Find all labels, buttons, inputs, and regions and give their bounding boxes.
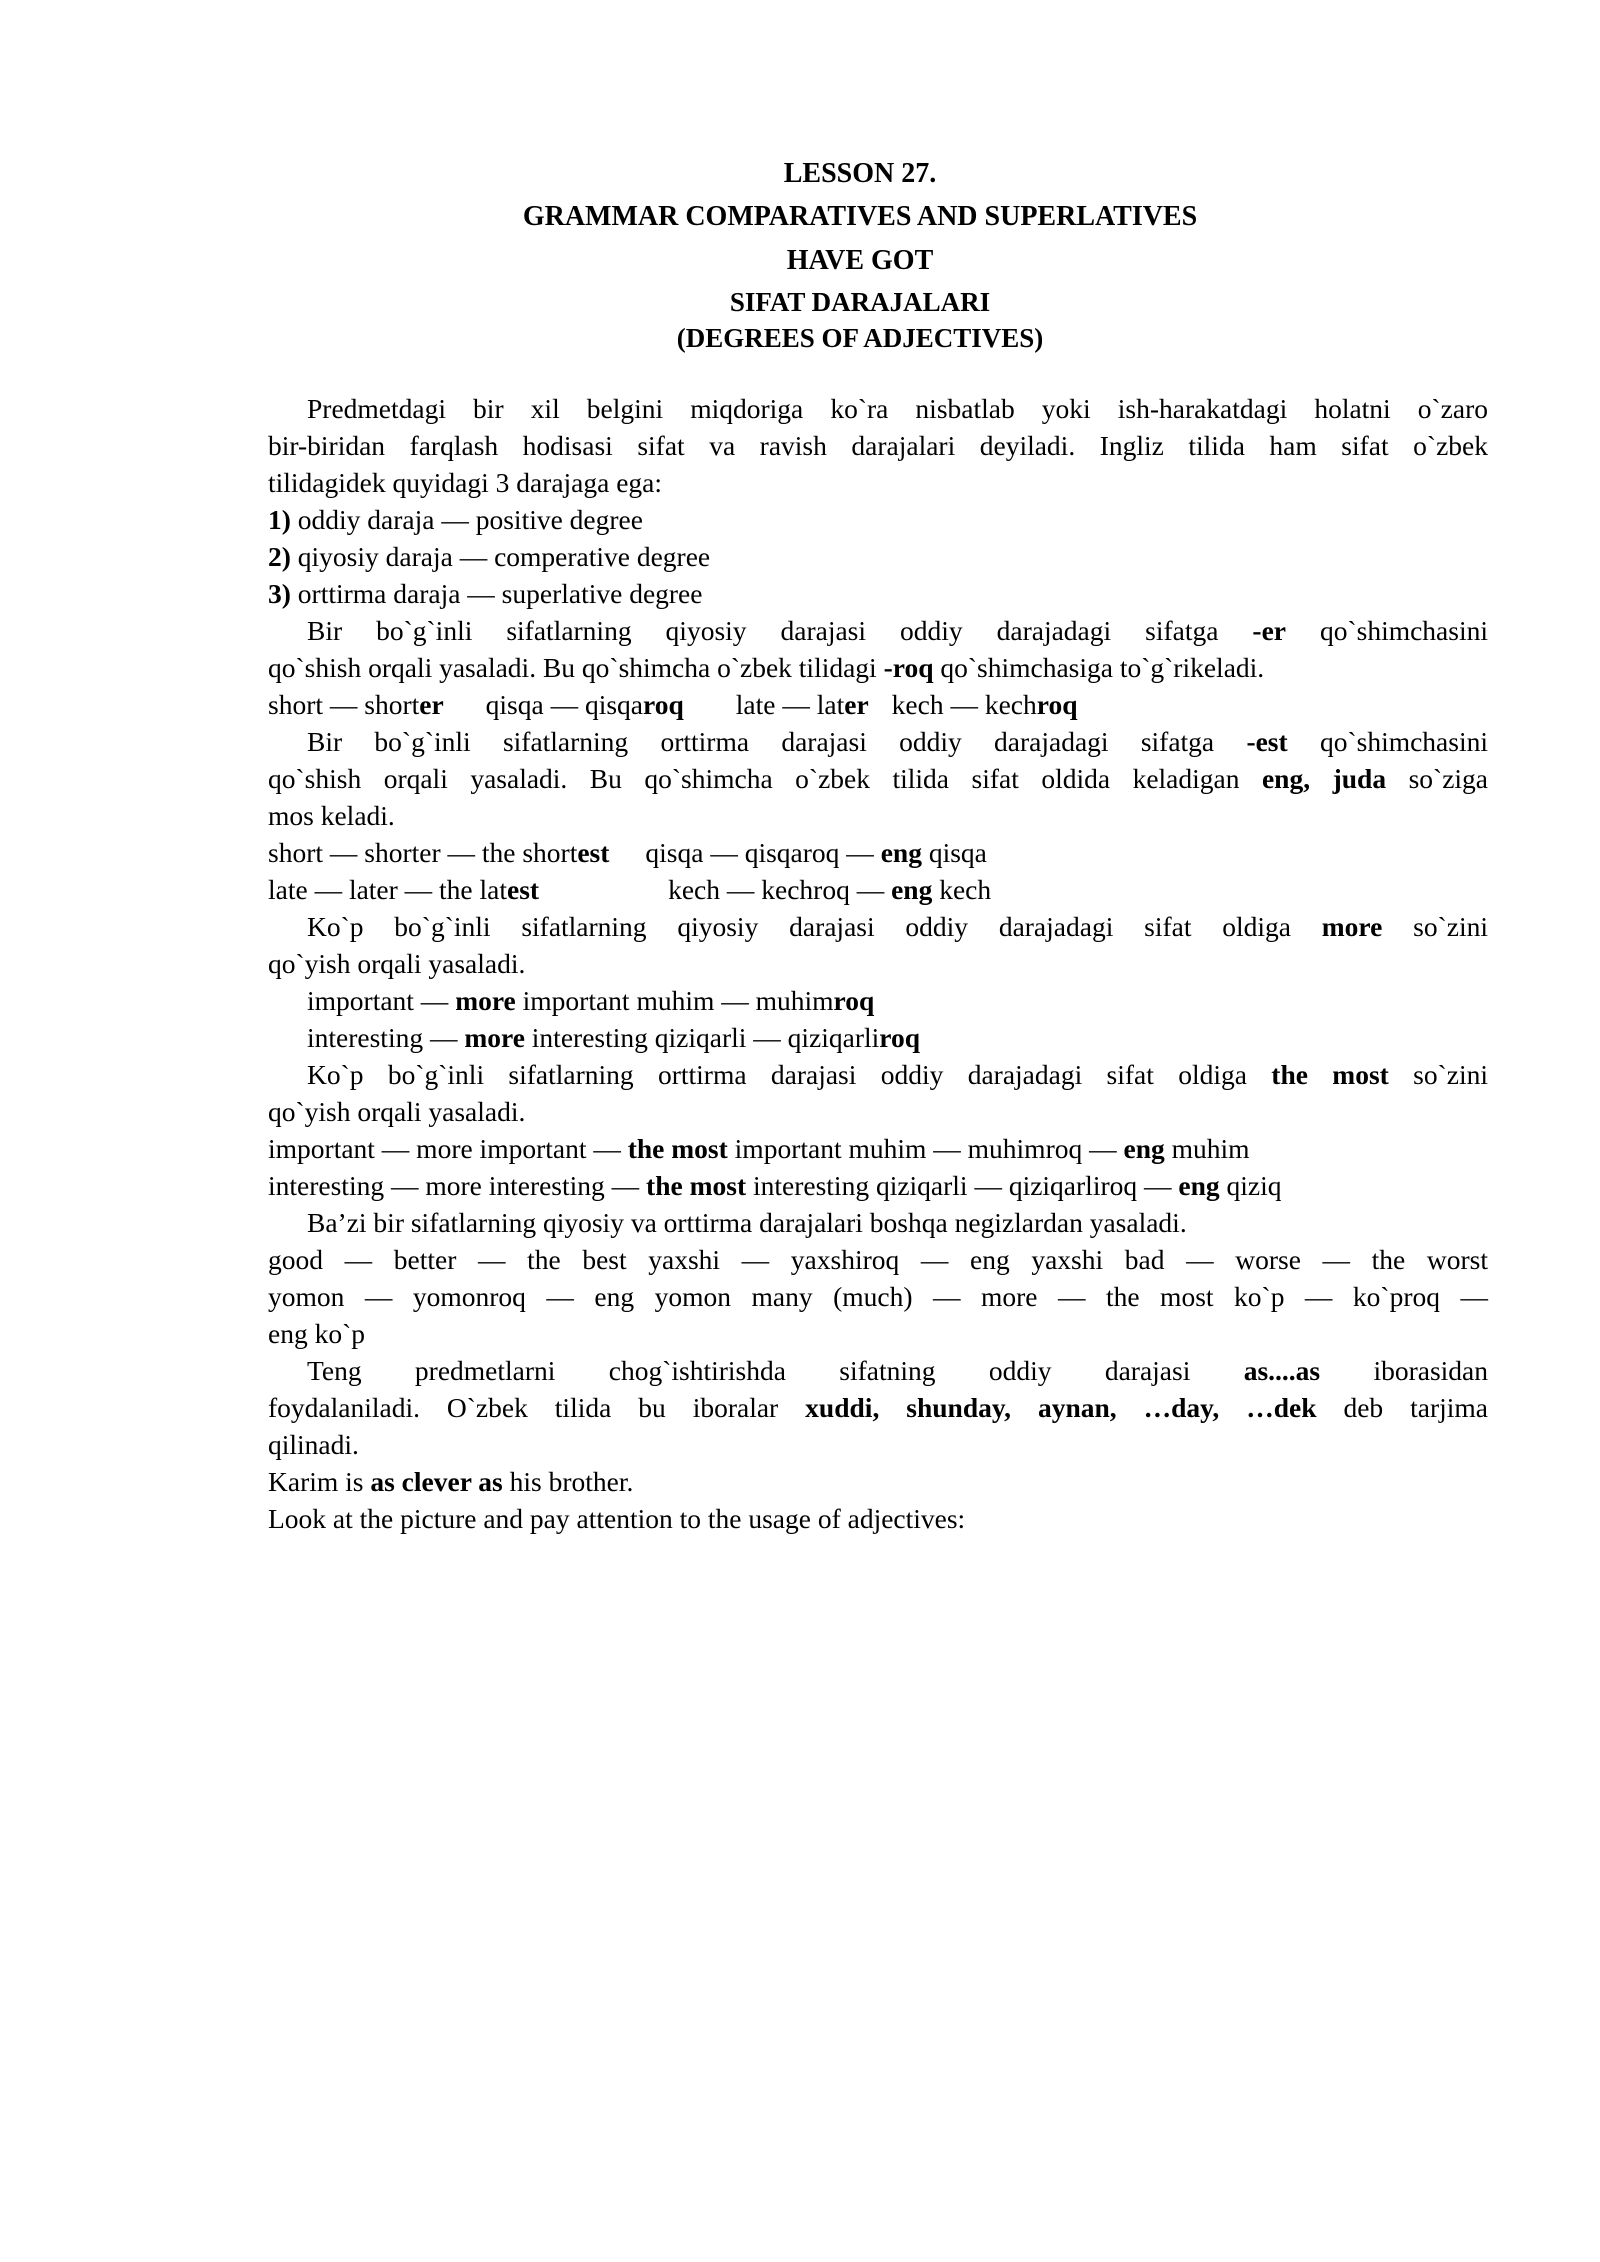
have-got-heading: HAVE GOT (786, 245, 934, 276)
example-line: short — shorter qisqa — qisqaroq late — later kech — kechroq (268, 689, 1078, 720)
paragraph-line: tilidagidek quyidagi 3 darajaga ega: (268, 467, 663, 498)
example-line: interesting — more interesting qiziqarli — qiziqarliroq (307, 1022, 921, 1053)
uzbek-title: SIFAT DARAJALARI (729, 287, 991, 317)
example-line: important — more important — the most important muhim — muhimroq — eng muhim (268, 1133, 1250, 1164)
paragraph-line: qo`yish orqali yasaladi. (268, 948, 526, 979)
list-item: 3) orttirma daraja — superlative degree (268, 578, 703, 609)
paragraph-line: foydalaniladi. O`zbek tilida bu iboralar xuddi, shunday, aynan, …day, …dek deb tarjima (268, 1392, 1489, 1423)
paragraph-line: Ko`p bo`g`inli sifatlarning qiyosiy darajasi oddiy darajadagi sifat oldiga more so`zini (307, 911, 1488, 942)
paragraph-line: qo`shish orqali yasaladi. Bu qo`shimcha o`zbek tilidagi -roq qo`shimchasiga to`g`rikeladi. (268, 652, 1265, 683)
paragraph-line: qo`yish orqali yasaladi. (268, 1096, 526, 1127)
paragraph-line: bir-biridan farqlash hodisasi sifat va ravish darajalari deyiladi. Ingliz tilida ham sifat o`zbek (268, 430, 1488, 461)
paragraph-line: eng ko`p (268, 1318, 365, 1349)
grammar-heading: GRAMMAR COMPARATIVES AND SUPERLATIVES (522, 201, 1198, 232)
paragraph-line: qilinadi. (268, 1429, 359, 1460)
paragraph-line: good — better — the best yaxshi — yaxshiroq — eng yaxshi bad — worse — the worst (268, 1244, 1488, 1275)
paragraph-line: Teng predmetlarni chog`ishtirishda sifatning oddiy darajasi as....as iborasidan (307, 1355, 1489, 1386)
paragraph-line: Bir bo`g`inli sifatlarning qiyosiy darajasi oddiy darajadagi sifatga -er qo`shimchasini (307, 615, 1488, 646)
english-title: (DEGREES OF ADJECTIVES) (676, 323, 1044, 353)
example-line: late — later — the latest kech — kechroq — eng kech (268, 874, 992, 905)
paragraph-line: Predmetdagi bir xil belgini miqdoriga ko`ra nisbatlab yoki ish-harakatdagi holatni o`zaro (307, 393, 1488, 424)
lesson-number: LESSON 27. (783, 158, 937, 189)
paragraph-line: Ko`p bo`g`inli sifatlarning orttirma darajasi oddiy darajadagi sifat oldiga the most so`zini (307, 1059, 1488, 1090)
paragraph-line: qo`shish orqali yasaladi. Bu qo`shimcha o`zbek tilida sifat oldida keladigan eng, juda so`ziga (268, 763, 1488, 794)
paragraph-line: mos keladi. (268, 800, 395, 831)
example-line: interesting — more interesting — the most interesting qiziqarli — qiziqarliroq — eng qiziq (268, 1170, 1282, 1201)
example-sentence: Karim is as clever as his brother. (268, 1466, 634, 1497)
instruction-line: Look at the picture and pay attention to the usage of adjectives: (268, 1503, 966, 1534)
example-line: important — more important muhim — muhimroq (307, 985, 875, 1016)
list-item: 1) oddiy daraja — positive degree (268, 504, 643, 535)
paragraph-line: yomon — yomonroq — eng yomon many (much) — more — the most ko`p — ko`proq — (268, 1281, 1488, 1312)
list-item: 2) qiyosiy daraja — comperative degree (268, 541, 711, 572)
paragraph-line: Bir bo`g`inli sifatlarning orttirma darajasi oddiy darajadagi sifatga -est qo`shimchasini (307, 726, 1488, 757)
paragraph-line: Ba’zi bir sifatlarning qiyosiy va orttirma darajalari boshqa negizlardan yasaladi. (307, 1207, 1187, 1238)
example-line: short — shorter — the shortest qisqa — qisqaroq — eng qisqa (268, 837, 987, 868)
